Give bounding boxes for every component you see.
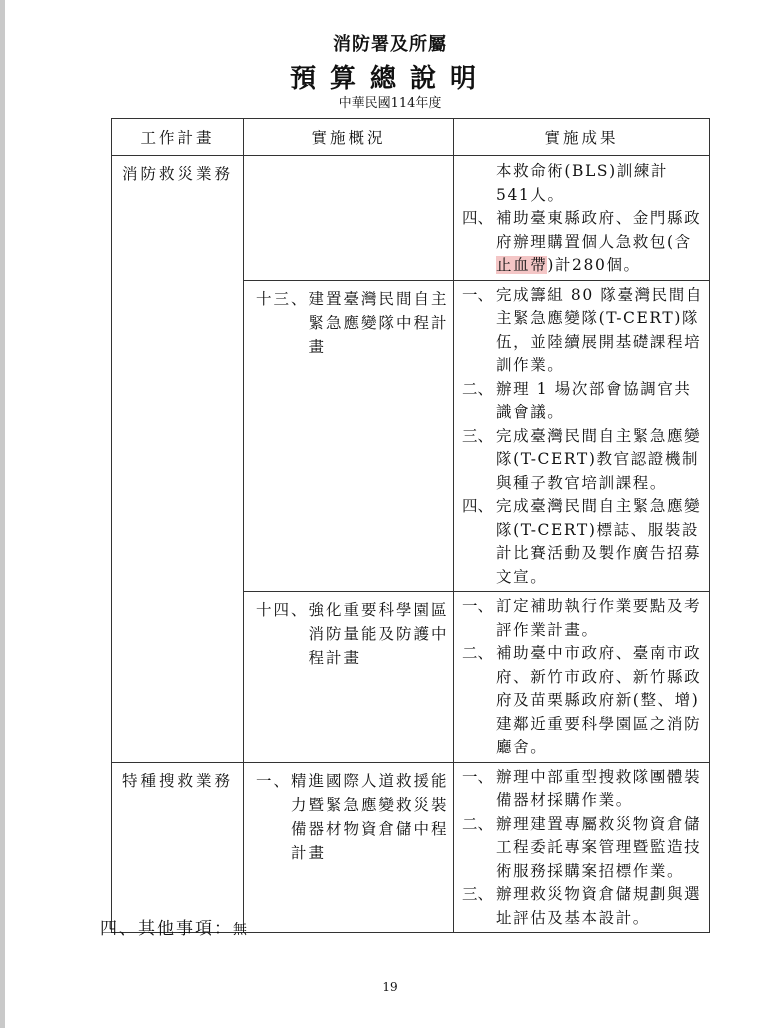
result-item: 四、 完成臺灣民間自主緊急應變隊(T-CERT)標誌、服裝設計比賽活動及製作廣告招募文宣。: [462, 497, 702, 586]
document-title: 預算總說明: [289, 64, 490, 94]
plan-cell: 十三、 建置臺灣民間自主緊急應變隊中程計畫: [244, 280, 454, 592]
agency-name: 消防署及所屬: [333, 34, 447, 55]
highlighted-text: 止血帶: [496, 256, 548, 274]
other-matters-value: 無: [233, 922, 249, 938]
results-cell: [454, 156, 710, 281]
results-cell: [454, 280, 710, 592]
result-item: 一、 訂定補助執行作業要點及考評作業計畫。: [462, 597, 702, 639]
result-item: 二、 辦理建置專屬救災物資倉儲工程委託專案管理暨監造技術服務採購案招標作業。: [462, 814, 702, 880]
plan-cell: 一、 精進國際人道救援能力暨緊急應變救災裝備器材物資倉儲中程計畫: [244, 762, 454, 933]
column-header-results: 實施成果: [454, 119, 710, 156]
category-cell: [112, 156, 244, 763]
result-item: 本救命術(BLS)訓練計 541人。: [496, 162, 669, 204]
result-item: 四、 補助臺東縣政府、金門縣政府辦理購置個人急救包(含止血帶)計280個。: [462, 209, 702, 274]
table-row: [112, 156, 710, 281]
result-item: 一、 辦理中部重型搜救隊團體裝備器材採購作業。: [462, 767, 702, 809]
category-cell: [112, 762, 244, 933]
plan-title: 強化重要科學園區消防量能及防護中程計畫: [308, 601, 449, 667]
result-item: 二、 補助臺中市政府、臺南市政府、新竹市政府、新竹縣政府及苗栗縣政府新(整、增)建鄰近重要科學園區之消防廳舍。: [462, 644, 702, 756]
plan-title: 建置臺灣民間自主緊急應變隊中程計畫: [308, 289, 449, 356]
page-edge: [0, 0, 5, 1028]
column-header-work-plan: 工作計畫: [112, 119, 244, 156]
table-header-row: [112, 119, 710, 156]
results-cell: [454, 762, 710, 933]
page-number: 19: [382, 980, 398, 994]
category-label: 特種搜救業務: [122, 771, 234, 790]
result-item: 三、 完成臺灣民間自主緊急應變隊(T-CERT)教官認證機制與種子教官培訓課程。: [462, 426, 702, 492]
results-cell: [454, 592, 710, 763]
fiscal-year: 中華民國114年度: [338, 96, 442, 111]
empty-plan-cell: [244, 156, 454, 281]
result-item: 一、 完成籌組 80 隊臺灣民間自主緊急應變隊(T-CERT)隊伍，並陸續展開基礎課程培訓作業。: [462, 285, 703, 374]
result-item: 二、 辦理 1 場次部會協調官共識會議。: [462, 379, 692, 421]
plan-cell: 十四、 強化重要科學園區消防量能及防護中程計畫: [244, 592, 454, 763]
other-matters: [100, 914, 249, 939]
plan-title: 精進國際人道救援能力暨緊急應變救災裝備器材物資倉儲中程計畫: [291, 771, 449, 862]
budget-table: [111, 118, 710, 933]
category-label: 消防救災業務: [122, 165, 234, 183]
result-item: 三、 辦理救災物資倉儲規劃與選址評估及基本設計。: [462, 885, 702, 927]
other-matters-label: 四、其他事項：: [100, 919, 233, 939]
column-header-overview: 實施概況: [244, 119, 454, 156]
table-row: [112, 762, 710, 933]
